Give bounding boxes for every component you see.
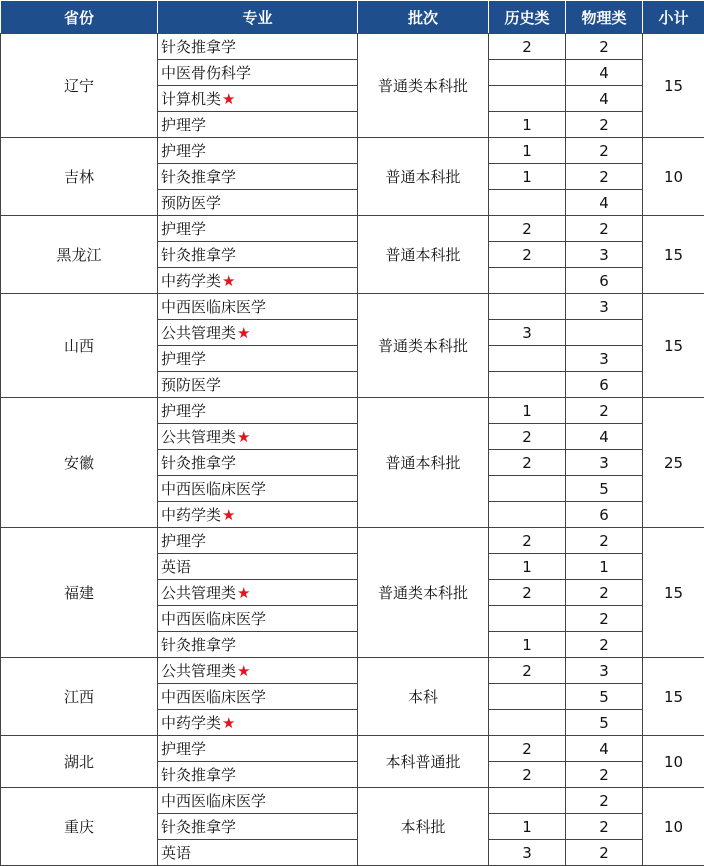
major-label: 针灸推拿学 [161,454,237,472]
history-count-cell [489,502,566,528]
subtotal-cell: 15 [643,34,704,138]
physics-count-cell: 4 [566,86,643,112]
physics-count-cell: 6 [566,268,643,294]
major-cell [158,632,358,658]
table-row [1,216,704,242]
major-cell [158,476,358,502]
major-label: 护理学 [161,350,207,368]
province-cell: 安徽 [1,398,158,528]
star-icon: ★ [222,272,236,290]
major-cell [158,112,358,138]
major-cell [158,606,358,632]
table-row [1,398,704,424]
physics-count-cell: 5 [566,710,643,736]
physics-count-cell: 3 [566,294,643,320]
batch-cell: 普通本科批 [358,138,489,216]
major-label: 公共管理类 [161,428,237,446]
physics-count-cell: 6 [566,502,643,528]
physics-count-cell: 4 [566,60,643,86]
batch-cell: 普通类本科批 [358,294,489,398]
major-cell [158,294,358,320]
history-count-cell: 2 [489,424,566,450]
major-cell [158,190,358,216]
major-label: 中医骨伤科学 [161,64,252,82]
history-count-cell [489,86,566,112]
major-label: 针灸推拿学 [161,38,237,56]
major-cell [158,164,358,190]
major-label: 护理学 [161,740,207,758]
major-cell [158,762,358,788]
major-cell [158,528,358,554]
history-count-cell [489,684,566,710]
major-cell [158,814,358,840]
star-icon: ★ [237,584,251,602]
history-count-cell: 1 [489,814,566,840]
major-label: 英语 [161,558,192,576]
star-icon: ★ [222,90,236,108]
physics-count-cell: 2 [566,398,643,424]
batch-cell: 普通类本科批 [358,34,489,138]
major-label: 公共管理类 [161,584,237,602]
history-count-cell: 1 [489,398,566,424]
star-icon: ★ [222,714,236,732]
history-count-cell: 3 [489,320,566,346]
header-physics: 物理类 [566,1,643,34]
history-count-cell: 1 [489,138,566,164]
major-cell [158,346,358,372]
star-icon: ★ [237,662,251,680]
major-label: 护理学 [161,402,207,420]
physics-count-cell: 2 [566,840,643,866]
header-history: 历史类 [489,1,566,34]
history-count-cell [489,788,566,814]
history-count-cell [489,268,566,294]
major-label: 针灸推拿学 [161,246,237,264]
major-label: 护理学 [161,116,207,134]
province-cell: 辽宁 [1,34,158,138]
major-label: 中药学类 [161,272,222,290]
major-cell [158,710,358,736]
batch-cell: 本科 [358,658,489,736]
physics-count-cell: 2 [566,164,643,190]
major-label: 护理学 [161,142,207,160]
province-cell: 江西 [1,658,158,736]
major-cell [158,242,358,268]
major-label: 英语 [161,844,192,862]
major-cell [158,320,358,346]
star-icon: ★ [237,324,251,342]
history-count-cell [489,190,566,216]
subtotal-cell: 10 [643,138,704,216]
major-cell [158,86,358,112]
major-label: 护理学 [161,220,207,238]
physics-count-cell: 3 [566,346,643,372]
history-count-cell: 1 [489,554,566,580]
major-label: 中西医临床医学 [161,480,267,498]
physics-count-cell: 2 [566,528,643,554]
history-count-cell: 2 [489,580,566,606]
table-row [1,138,704,164]
physics-count-cell: 2 [566,788,643,814]
major-label: 中药学类 [161,714,222,732]
physics-count-cell: 5 [566,684,643,710]
province-cell: 山西 [1,294,158,398]
major-label: 预防医学 [161,194,222,212]
major-label: 护理学 [161,532,207,550]
history-count-cell [489,606,566,632]
table-header [1,1,704,34]
major-label: 针灸推拿学 [161,818,237,836]
province-cell: 吉林 [1,138,158,216]
history-count-cell: 2 [489,658,566,684]
physics-count-cell: 2 [566,762,643,788]
province-cell: 湖北 [1,736,158,788]
major-cell [158,554,358,580]
physics-count-cell: 4 [566,736,643,762]
province-cell: 重庆 [1,788,158,866]
province-cell: 黑龙江 [1,216,158,294]
major-label: 计算机类 [161,90,222,108]
major-label: 针灸推拿学 [161,168,237,186]
major-label: 公共管理类 [161,324,237,342]
physics-count-cell: 2 [566,814,643,840]
major-label: 公共管理类 [161,662,237,680]
major-cell [158,268,358,294]
subtotal-cell: 15 [643,294,704,398]
history-count-cell: 1 [489,164,566,190]
table-row [1,788,704,814]
physics-count-cell [566,320,643,346]
major-cell [158,736,358,762]
major-label: 中药学类 [161,506,222,524]
physics-count-cell: 5 [566,476,643,502]
physics-count-cell: 2 [566,34,643,60]
major-cell [158,658,358,684]
batch-cell: 普通类本科批 [358,528,489,658]
history-count-cell: 2 [489,216,566,242]
table-row [1,736,704,762]
major-label: 中西医临床医学 [161,610,267,628]
physics-count-cell: 2 [566,606,643,632]
major-cell [158,372,358,398]
physics-count-cell: 2 [566,112,643,138]
major-label: 针灸推拿学 [161,766,237,784]
subtotal-cell: 15 [643,658,704,736]
header-batch: 批次 [358,1,489,34]
subtotal-cell: 15 [643,216,704,294]
province-cell: 福建 [1,528,158,658]
physics-count-cell: 1 [566,554,643,580]
physics-count-cell: 3 [566,658,643,684]
history-count-cell [489,476,566,502]
history-count-cell: 2 [489,450,566,476]
star-icon: ★ [237,428,251,446]
subtotal-cell: 15 [643,528,704,658]
major-cell [158,398,358,424]
major-label: 预防医学 [161,376,222,394]
history-count-cell: 1 [489,632,566,658]
subtotal-cell: 10 [643,736,704,788]
major-cell [158,216,358,242]
history-count-cell: 2 [489,736,566,762]
major-cell [158,34,358,60]
history-count-cell [489,372,566,398]
physics-count-cell: 2 [566,580,643,606]
batch-cell: 普通本科批 [358,398,489,528]
physics-count-cell: 4 [566,190,643,216]
header-row [1,1,704,34]
star-icon: ★ [222,506,236,524]
table-row [1,34,704,60]
physics-count-cell: 2 [566,216,643,242]
history-count-cell [489,710,566,736]
history-count-cell: 3 [489,840,566,866]
history-count-cell: 2 [489,762,566,788]
physics-count-cell: 4 [566,424,643,450]
history-count-cell [489,294,566,320]
table-row [1,658,704,684]
major-cell [158,684,358,710]
physics-count-cell: 2 [566,138,643,164]
table-row [1,294,704,320]
major-cell [158,138,358,164]
table-body [1,34,704,866]
physics-count-cell: 3 [566,450,643,476]
subtotal-cell: 25 [643,398,704,528]
batch-cell: 本科普通批 [358,736,489,788]
major-cell [158,424,358,450]
header-subtotal: 小计 [643,1,704,34]
header-province: 省份 [1,1,158,34]
history-count-cell [489,60,566,86]
batch-cell: 本科批 [358,788,489,866]
major-cell [158,788,358,814]
header-major: 专业 [158,1,358,34]
history-count-cell: 2 [489,34,566,60]
history-count-cell: 2 [489,528,566,554]
major-label: 中西医临床医学 [161,298,267,316]
major-cell [158,502,358,528]
major-label: 针灸推拿学 [161,636,237,654]
subtotal-cell: 10 [643,788,704,866]
major-label: 中西医临床医学 [161,688,267,706]
major-cell [158,580,358,606]
physics-count-cell: 3 [566,242,643,268]
batch-cell: 普通本科批 [358,216,489,294]
history-count-cell: 1 [489,112,566,138]
major-cell [158,450,358,476]
major-cell [158,60,358,86]
major-label: 中西医临床医学 [161,792,267,810]
history-count-cell: 2 [489,242,566,268]
physics-count-cell: 2 [566,632,643,658]
major-cell [158,840,358,866]
physics-count-cell: 6 [566,372,643,398]
table-row [1,528,704,554]
history-count-cell [489,346,566,372]
